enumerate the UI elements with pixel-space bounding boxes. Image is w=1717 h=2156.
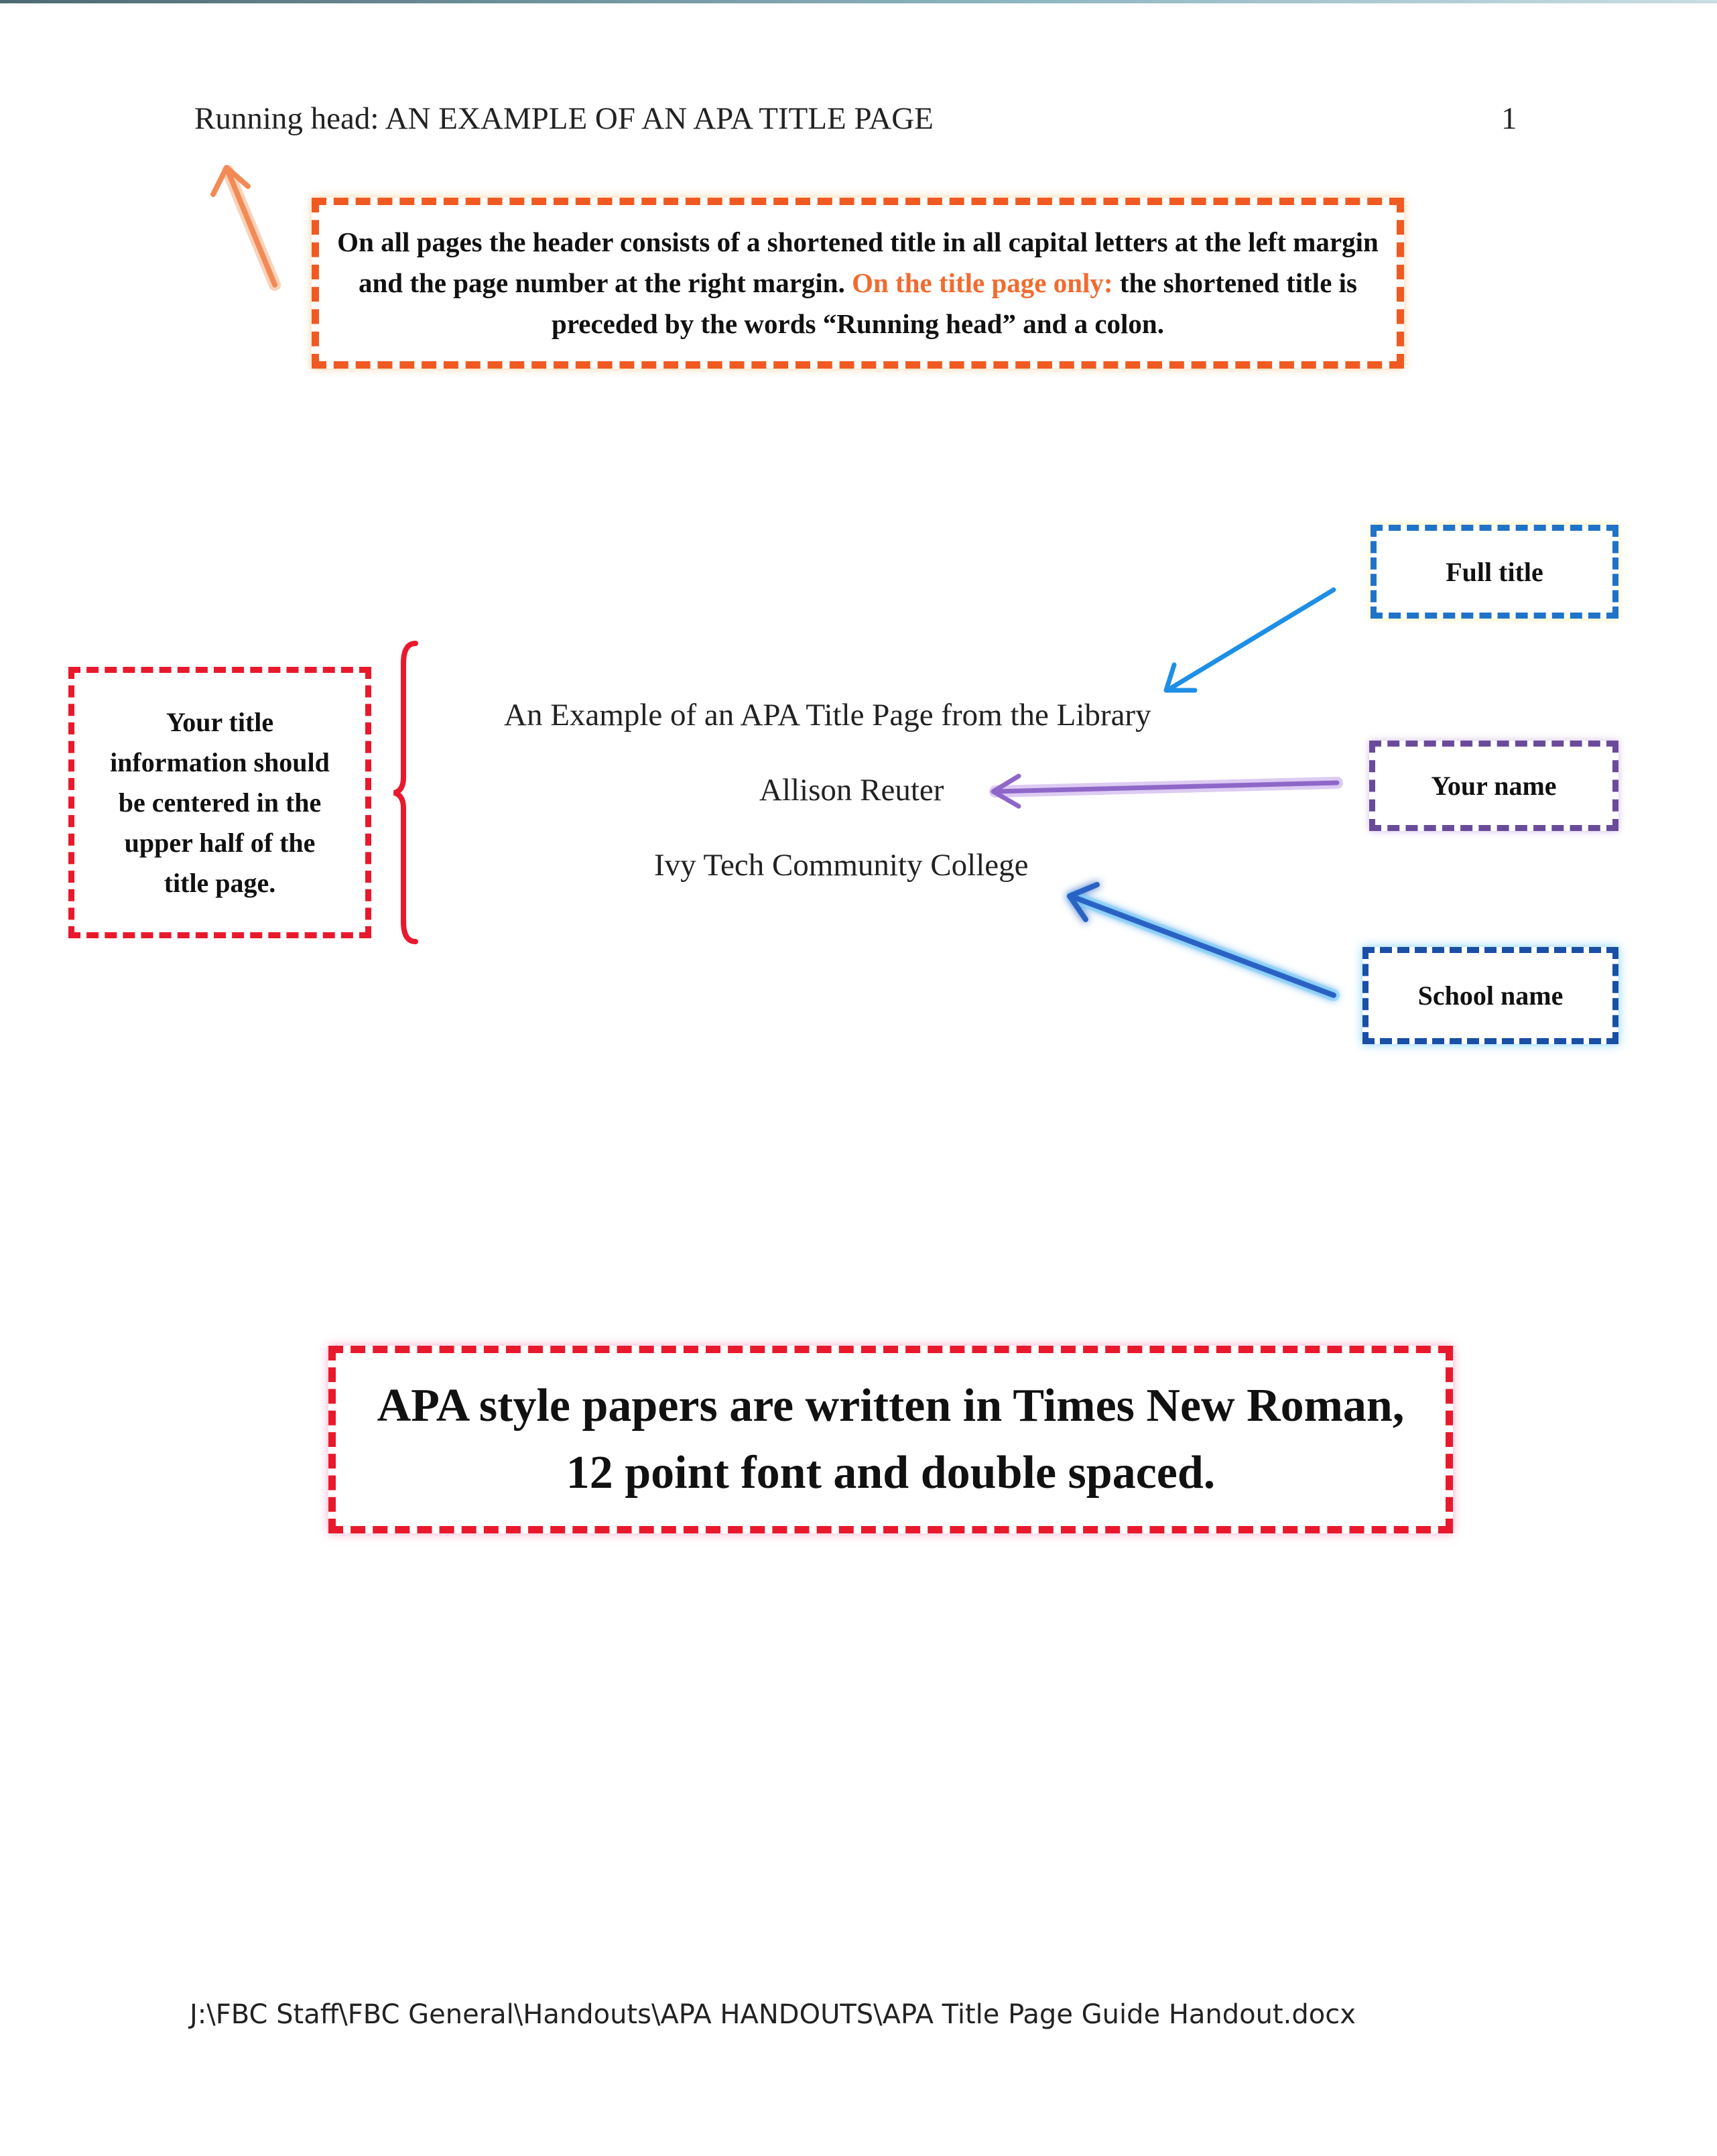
- running-head-arrow: [213, 168, 275, 285]
- header-note-part2: the shortened title is preceded by the words “Running head” and a colon.: [552, 267, 1357, 339]
- footer-file-path: J:\FBC Staff\FBC General\Handouts\APA HANDOUTS\APA Title Page Guide Handout.docx: [190, 1999, 1356, 2030]
- font-rule-text: APA style papers are written in Times New Roman, 12 point font and double spaced.: [377, 1380, 1405, 1499]
- school-name-label: School name: [1417, 980, 1564, 1011]
- centered-info-text: Your title information should be centered in the upper half of the title page.: [110, 706, 330, 898]
- header-note-part1: On all pages the header consists of a shortened title in all capital letters at the left margin and the page number at the right margin.: [337, 227, 1379, 298]
- school-name-arrow: [1070, 885, 1334, 995]
- centered-bracket: [394, 643, 416, 942]
- full-title-arrow: [1166, 590, 1334, 690]
- full-title-label: Full title: [1446, 556, 1543, 587]
- author-name: Allison Reuter: [759, 773, 944, 808]
- your-name-arrow: [993, 776, 1337, 806]
- paper-title: An Example of an APA Title Page from the Library: [504, 698, 1151, 733]
- running-head: Running head: AN EXAMPLE OF AN APA TITLE PAGE: [194, 101, 934, 136]
- institution-name: Ivy Tech Community College: [654, 848, 1029, 883]
- your-name-label: Your name: [1431, 771, 1557, 801]
- header-note-highlight: On the title page only:: [852, 267, 1113, 298]
- page-number: 1: [1501, 101, 1517, 136]
